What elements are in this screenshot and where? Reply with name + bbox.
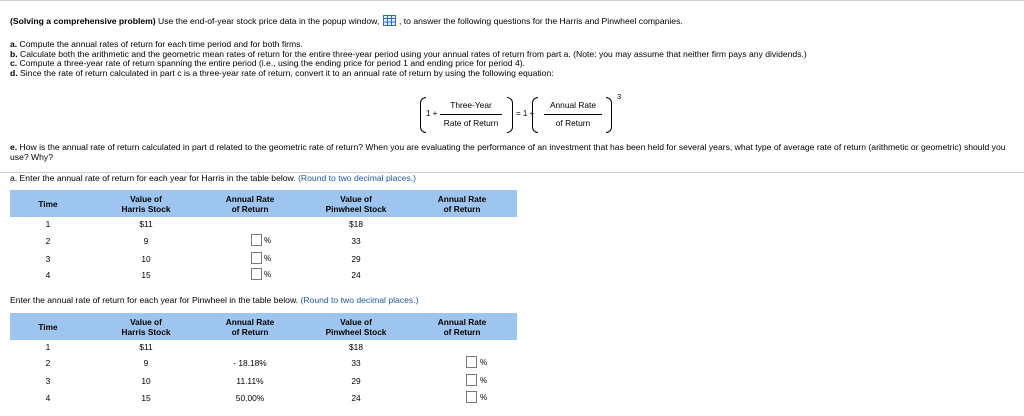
eq-equals: = 1 + <box>516 109 535 118</box>
annualization-equation <box>420 92 630 137</box>
eq-exponent: 3 <box>617 92 622 101</box>
eq-left-fraction-bar <box>440 114 502 115</box>
header-harris-value: Value of Harris Stock <box>121 317 171 337</box>
problem-intro <box>10 15 683 28</box>
header-harris-value: Value of Harris Stock <box>121 194 171 214</box>
table-header <box>10 313 517 340</box>
harris-rate-input-2[interactable] <box>251 234 262 246</box>
intro-bold-label: (Solving a comprehensive problem) <box>10 16 156 26</box>
eq-left-denominator: Rate of Return <box>443 118 499 128</box>
header-pinwheel-rate: Annual Rate of Return <box>437 317 487 337</box>
harris-rate-value: 50.00% <box>235 393 265 403</box>
eq-right-numerator: Annual Rate <box>549 100 597 110</box>
top-divider <box>0 0 1024 1</box>
harris-rate-value: 11.11% <box>236 376 264 386</box>
right-paren-open <box>532 97 538 133</box>
table-header <box>10 190 517 217</box>
part-c: c. Compute a three-year rate of return spanning the entire period (i.e., using the ending price for period 1 and ending price for period 4). <box>10 58 525 69</box>
instruction-pinwheel <box>10 295 418 305</box>
spreadsheet-grid-icon[interactable] <box>383 15 396 28</box>
instruction-harris <box>10 173 416 183</box>
pinwheel-rate-input-2[interactable] <box>466 356 477 368</box>
eq-left-numerator: Three-Year <box>450 100 492 110</box>
header-time: Time <box>38 322 58 332</box>
intro-text-before: Use the end-of-year stock price data in the popup window, <box>155 16 382 26</box>
header-pinwheel-value: Value of Pinwheel Stock <box>325 317 387 337</box>
right-paren-close <box>606 97 612 133</box>
harris-rate-input-4[interactable] <box>251 268 262 280</box>
instruction-harris-text: a. Enter the annual rate of return for each year for Harris in the table below. <box>10 173 296 183</box>
header-time: Time <box>38 199 58 209</box>
rounding-hint: (Round to two decimal places.) <box>298 173 417 183</box>
pinwheel-rate-input-3[interactable] <box>466 374 477 386</box>
intro-text-after: , to answer the following questions for the Harris and Pinwheel companies. <box>396 16 683 26</box>
question-parts <box>10 40 807 78</box>
pinwheel-table: Time Value of Harris Stock Annual Rate of Return Value of Pinwheel Stock Annual Rate of Return 1 $11 $18 2 9 - 18.18% 33 % 3 10 11.11% 29 % 4 15 50.00% 24 % <box>10 313 517 340</box>
harris-rate-input-3[interactable] <box>251 252 262 264</box>
part-d: d. Since the rate of return calculated in part c is a three-year rate of return, convert it to an annual rate of return by using the following equation: <box>10 67 554 78</box>
header-pinwheel-value: Value of Pinwheel Stock <box>325 194 387 214</box>
eq-right-fraction-bar <box>544 114 602 115</box>
pinwheel-rate-input-4[interactable] <box>466 391 477 403</box>
header-harris-rate: Annual Rate of Return <box>225 194 275 214</box>
left-paren-close <box>507 97 513 133</box>
instruction-pinwheel-text: Enter the annual rate of return for each year for Pinwheel in the table below. <box>10 295 299 305</box>
harris-rate-value: - 18.18% <box>233 358 267 368</box>
rounding-hint: (Round to two decimal places.) <box>300 295 419 305</box>
header-harris-rate: Annual Rate of Return <box>225 317 275 337</box>
part-a: a. Compute the annual rates of return for each time period and for both firms. <box>10 39 303 49</box>
eq-right-denominator: of Return <box>555 118 591 128</box>
harris-table: Time Value of Harris Stock Annual Rate of Return Value of Pinwheel Stock Annual Rate of Return 1 $11 $18 2 9 % 33 3 10 % 29 4 15 % 24 <box>10 190 517 217</box>
eq-left-prefix: 1 + <box>426 109 438 118</box>
part-b: b. Calculate both the arithmetic and the geometric mean rates of return for the entire three-year period using your annual rates of return from part a. (Note: you may assume that neither firm pays any dividends.) <box>10 48 807 59</box>
header-pinwheel-rate: Annual Rate of Return <box>437 194 487 214</box>
part-e: e. How is the annual rate of return calculated in part d related to the geometric rate of return? When you are evaluating the performance of an investment that has been held for several years, what type of average rate of return (arithmetic or geometric) should you use? Why? <box>10 142 1006 162</box>
